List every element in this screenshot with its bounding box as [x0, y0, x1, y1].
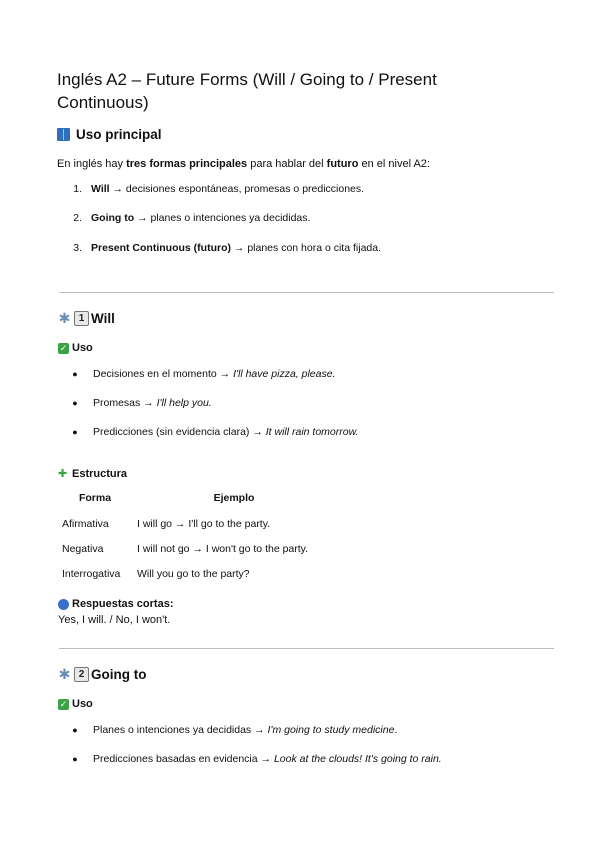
section-heading-label: Uso principal	[76, 127, 162, 142]
uso-heading: ✓ Uso	[59, 698, 93, 710]
table-cell: Afirmativa	[62, 517, 109, 530]
section-heading-label: Going to	[91, 667, 147, 682]
uso-heading: ✓ Uso	[59, 342, 93, 354]
list-item: ● Planes o intenciones ya decididas → I'm going to study medicine.	[57, 724, 397, 736]
bullet-icon: ●	[72, 369, 78, 379]
table-header: Ejemplo	[213, 491, 255, 504]
table-cell: I will not go → I won't go to the party.	[137, 542, 309, 555]
table-header-row	[57, 484, 335, 511]
check-icon: ✓	[59, 698, 68, 709]
table-cell: Will you go to the party?	[137, 567, 250, 580]
respuestas-text: Yes, I will. / No, I won't.	[58, 614, 171, 626]
intro-paragraph: En inglés hay tres formas principales para hablar del futuro en el nivel A2:	[57, 158, 430, 170]
table-cell: Negativa	[62, 542, 104, 555]
section-heading-uso-principal	[57, 127, 162, 142]
table-cell: Interrogativa	[62, 567, 121, 580]
section-heading-label: Will	[91, 311, 115, 326]
list-item: ● Predicciones basadas en evidencia → Look at the clouds! It's going to rain.	[57, 753, 442, 765]
table-row	[57, 536, 335, 561]
list-item: 1. Will → decisiones espontáneas, promesas o predicciones.	[73, 183, 365, 195]
check-icon: ✓	[59, 342, 68, 353]
estructura-heading: ✚ Estructura	[58, 467, 128, 480]
respuestas-heading: Respuestas cortas:	[58, 598, 174, 610]
list-item: 2. Going to → planes o intenciones ya decididas.	[73, 212, 311, 224]
bullet-icon: ●	[72, 754, 78, 764]
keycap-one-icon: 1	[74, 311, 89, 326]
list-item: ● Promesas → I'll help you.	[57, 397, 212, 409]
bullet-icon: ●	[72, 398, 78, 408]
divider	[59, 292, 554, 293]
structure-table	[57, 484, 335, 586]
bullet-icon: ●	[72, 427, 78, 437]
section-heading-going-to	[57, 667, 146, 682]
gear-icon: ✱	[58, 666, 71, 682]
table-row	[57, 561, 335, 586]
page-title: Inglés A2 – Future Forms (Will / Going to / Present Continuous)	[57, 70, 437, 112]
section-heading-will	[57, 311, 115, 326]
puzzle-icon: ✚	[58, 467, 68, 480]
speech-icon	[58, 599, 69, 610]
table-row	[57, 511, 335, 536]
bullet-icon: ●	[72, 725, 78, 735]
keycap-two-icon: 2	[74, 667, 89, 682]
list-item: 3. Present Continuous (futuro) → planes con hora o cita fijada.	[73, 242, 382, 254]
list-item: ● Decisiones en el momento → I'll have pizza, please.	[57, 368, 335, 380]
list-item: ● Predicciones (sin evidencia clara) → It will rain tomorrow.	[57, 426, 359, 438]
book-icon	[57, 128, 70, 141]
table-header: Forma	[78, 491, 112, 504]
table-cell: I will go → I'll go to the party.	[137, 517, 271, 530]
gear-icon: ✱	[58, 310, 71, 326]
divider	[59, 648, 554, 649]
